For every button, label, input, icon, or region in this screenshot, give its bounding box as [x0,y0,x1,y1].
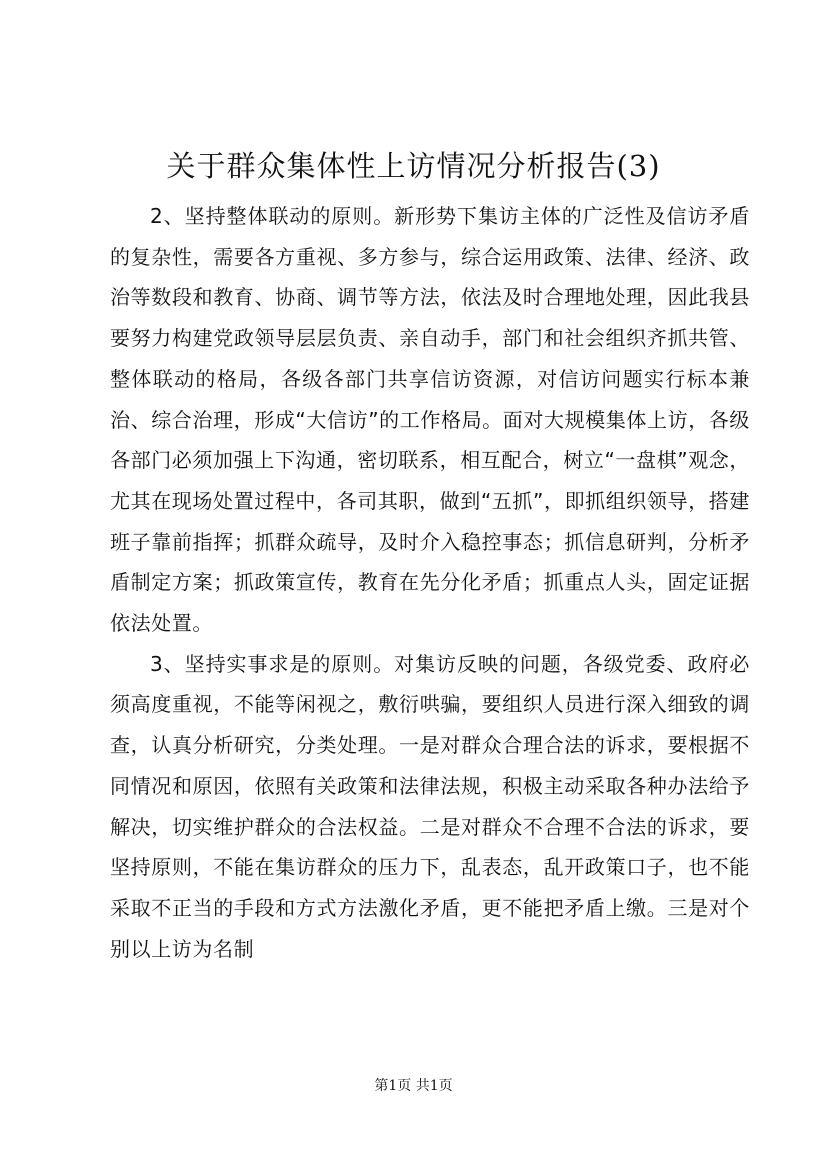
document-body [110,196,750,969]
paragraph-principle-2: 2、坚持整体联动的原则。新形势下集访主体的广泛性及信访矛盾的复杂性，需要各方重视、多方参与，综合运用政策、法律、经济、政治等数段和教育、协商、调节等方法，依法及时合理地处理，因此我县要努力构建党政领导层层负责、亲自动手，部门和社会组织齐抓共管、整体联动的格局，各级各部门共享信访资源，对信访问题实行标本兼治、综合治理，形成“大信访”的工作格局。面对大规模集体上访，各级各部门必须加强上下沟通，密切联系，相互配合，树立“一盘棋”观念，尤其在现场处置过程中，各司其职，做到“五抓”，即抓组织领导，搭建班子靠前指挥；抓群众疏导，及时介入稳控事态；抓信息研判，分析矛盾制定方案；抓政策宣传，教育在先分化矛盾；抓重点人头，固定证据依法处置。 [110,204,751,636]
paragraph-principle-3: 3、坚持实事求是的原则。对集访反映的问题，各级党委、政府必须高度重视，不能等闲视之，敷衍哄骗，要组织人员进行深入细致的调查，认真分析研究，分类处理。一是对群众合理合法的诉求，要根据不同情况和原因，依照有关政策和法律法规，积极主动采取各种办法给予解决，切实维护群众的合法权益。二是对群众不合理不合法的诉求，要坚持原则，不能在集访群众的压力下，乱表态，乱开政策口子，也不能采取不正当的手段和方式方法激化矛盾，更不能把矛盾上缴。三是对个别以上访为名制 [110,651,750,961]
page-footer: 第1页 共1页 [374,1078,453,1094]
document-title: 关于群众集体性上访情况分析报告(3) [166,149,661,183]
